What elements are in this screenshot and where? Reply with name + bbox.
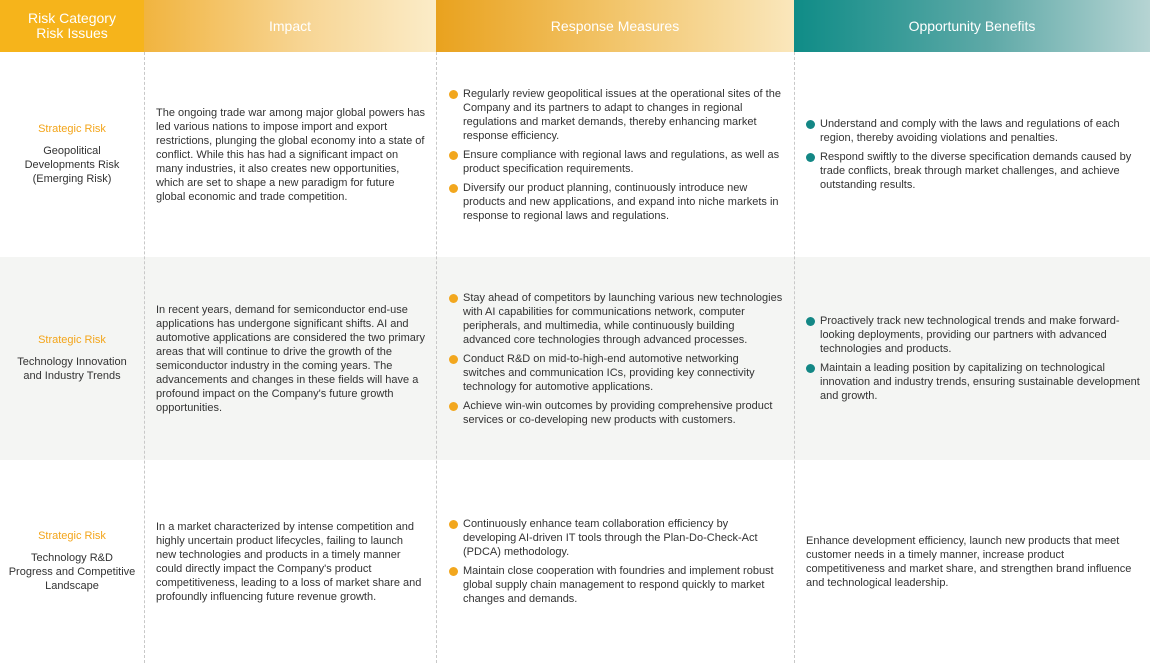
- list-item: [449, 399, 783, 427]
- opportunity-item: Maintain a leading position by capitalizing on technological innovation and industry trends, ensuring sustainable development and growth.: [820, 362, 1140, 402]
- bullet-dot-icon: [449, 184, 458, 193]
- risk-issue: Geopolitical Developments Risk (Emerging Risk): [24, 145, 120, 185]
- response-item: Achieve win-win outcomes by providing comprehensive product services or co-developing new products with customers.: [463, 399, 773, 426]
- bullet-dot-icon: [449, 402, 458, 411]
- header-impact-label: Impact: [268, 17, 311, 34]
- header-response: [436, 0, 794, 52]
- table-row: [0, 52, 1150, 257]
- response-cell: [449, 257, 783, 460]
- bullet-dot-icon: [449, 520, 458, 529]
- table-row: [0, 460, 1150, 663]
- response-item: Diversify our product planning, continuously introduce new products and new applications, and expand into niche markets in response to regional laws and regulations.: [463, 181, 779, 222]
- risk-category: Strategic Risk: [38, 123, 106, 135]
- list-item: [449, 291, 783, 347]
- list-item: [449, 148, 783, 176]
- bullet-dot-icon: [806, 120, 815, 129]
- opportunity-item: Respond swiftly to the diverse specification demands caused by trade conflicts, break through market challenges, and achieve outstanding results.: [820, 151, 1132, 191]
- bullet-dot-icon: [449, 567, 458, 576]
- opportunity-cell: [806, 460, 1140, 663]
- bullet-dot-icon: [806, 317, 815, 326]
- bullet-dot-icon: [806, 153, 815, 162]
- header-risk-label: Risk Category Risk Issues: [28, 10, 116, 41]
- impact-cell: [156, 52, 426, 257]
- header-opportunity-label: Opportunity Benefits: [908, 17, 1036, 34]
- risk-category: Strategic Risk: [38, 334, 106, 346]
- list-item: [449, 352, 783, 394]
- risk-issue: Technology Innovation and Industry Trends: [17, 356, 127, 382]
- impact-cell: [156, 257, 426, 460]
- opportunity-item: Understand and comply with the laws and regulations of each region, thereby avoiding violations and penalties.: [820, 118, 1120, 144]
- risk-cell: [0, 52, 144, 257]
- response-item: Ensure compliance with regional laws and regulations, as well as product specification requirements.: [463, 148, 780, 175]
- response-cell: [449, 52, 783, 257]
- bullet-dot-icon: [449, 151, 458, 160]
- header-opportunity: [794, 0, 1150, 52]
- table-row: [0, 257, 1150, 460]
- header-risk-category: [0, 0, 144, 52]
- bullet-dot-icon: [806, 364, 815, 373]
- list-item: [449, 517, 783, 559]
- impact-cell: [156, 460, 426, 663]
- response-item: Maintain close cooperation with foundries and implement robust global supply chain management to respond quickly to market changes and demands.: [463, 565, 774, 605]
- opportunity-item: Proactively track new technological trends and make forward-looking deployments, providing our partners with advanced technologies and products.: [820, 315, 1120, 355]
- header-response-label: Response Measures: [550, 17, 680, 34]
- risk-issue: Technology R&D Progress and Competitive Landscape: [8, 552, 136, 592]
- opportunity-cell: [806, 257, 1140, 460]
- response-item: Continuously enhance team collaboration efficiency by developing AI-driven IT tools through the Plan-Do-Check-Act (PDCA) methodology.: [463, 518, 758, 558]
- header-impact: [144, 0, 436, 52]
- list-item: [449, 87, 783, 143]
- response-item: Stay ahead of competitors by launching various new technologies with AI capabilities for communications network, computer peripherals, and multimedia, while continuously building advanced core technologies through advanced processes.: [463, 291, 783, 346]
- bullet-dot-icon: [449, 355, 458, 364]
- list-item: [806, 117, 1140, 145]
- impact-text: In recent years, demand for semiconductor end-use applications has undergone significant shifts. AI and automotive applications are considered the two primary areas that will continue to drive the growth of the semiconductor industry in the coming years. The advancements and changes in these fields will have a profound impact on the Company's future growth opportunities.: [156, 303, 426, 414]
- risk-cell: [0, 257, 144, 460]
- risk-category: Strategic Risk: [38, 530, 106, 542]
- bullet-dot-icon: [449, 90, 458, 99]
- opportunity-text: Enhance development efficiency, launch new products that meet customer needs in a timely manner, increase product competitiveness and market share, and strengthen brand influence and technological leadership.: [806, 534, 1132, 589]
- response-cell: [449, 460, 783, 663]
- opportunity-cell: [806, 52, 1140, 257]
- list-item: [449, 181, 783, 223]
- impact-text: In a market characterized by intense competition and highly uncertain product lifecycles, failing to launch new technologies and products in a timely manner could directly impact the Company's product competitiveness, leading to a loss of market share and profoundly influencing future revenue growth.: [156, 520, 422, 603]
- column-divider: [794, 52, 795, 663]
- impact-text: The ongoing trade war among major global powers has led various nations to impose import and export restrictions, plunging the global economy into a state of conflict. While this has had a significant impact on many industries, it also creates new opportunities, which are set to shape a new paradigm for future global economic and trade competition.: [156, 106, 426, 203]
- column-divider: [436, 52, 437, 663]
- list-item: [806, 150, 1140, 192]
- risk-cell: [0, 460, 144, 663]
- response-item: Conduct R&D on mid-to-high-end automotive networking switches and communication ICs, providing key connectivity technology for automotive applications.: [463, 352, 755, 393]
- list-item: [449, 564, 783, 606]
- response-item: Regularly review geopolitical issues at the operational sites of the Company and its partners to adapt to changes in regional regulations and market demands, thereby enhancing market response efficiency.: [463, 87, 781, 142]
- list-item: [806, 314, 1140, 356]
- list-item: [806, 361, 1140, 403]
- column-divider: [144, 52, 145, 663]
- bullet-dot-icon: [449, 294, 458, 303]
